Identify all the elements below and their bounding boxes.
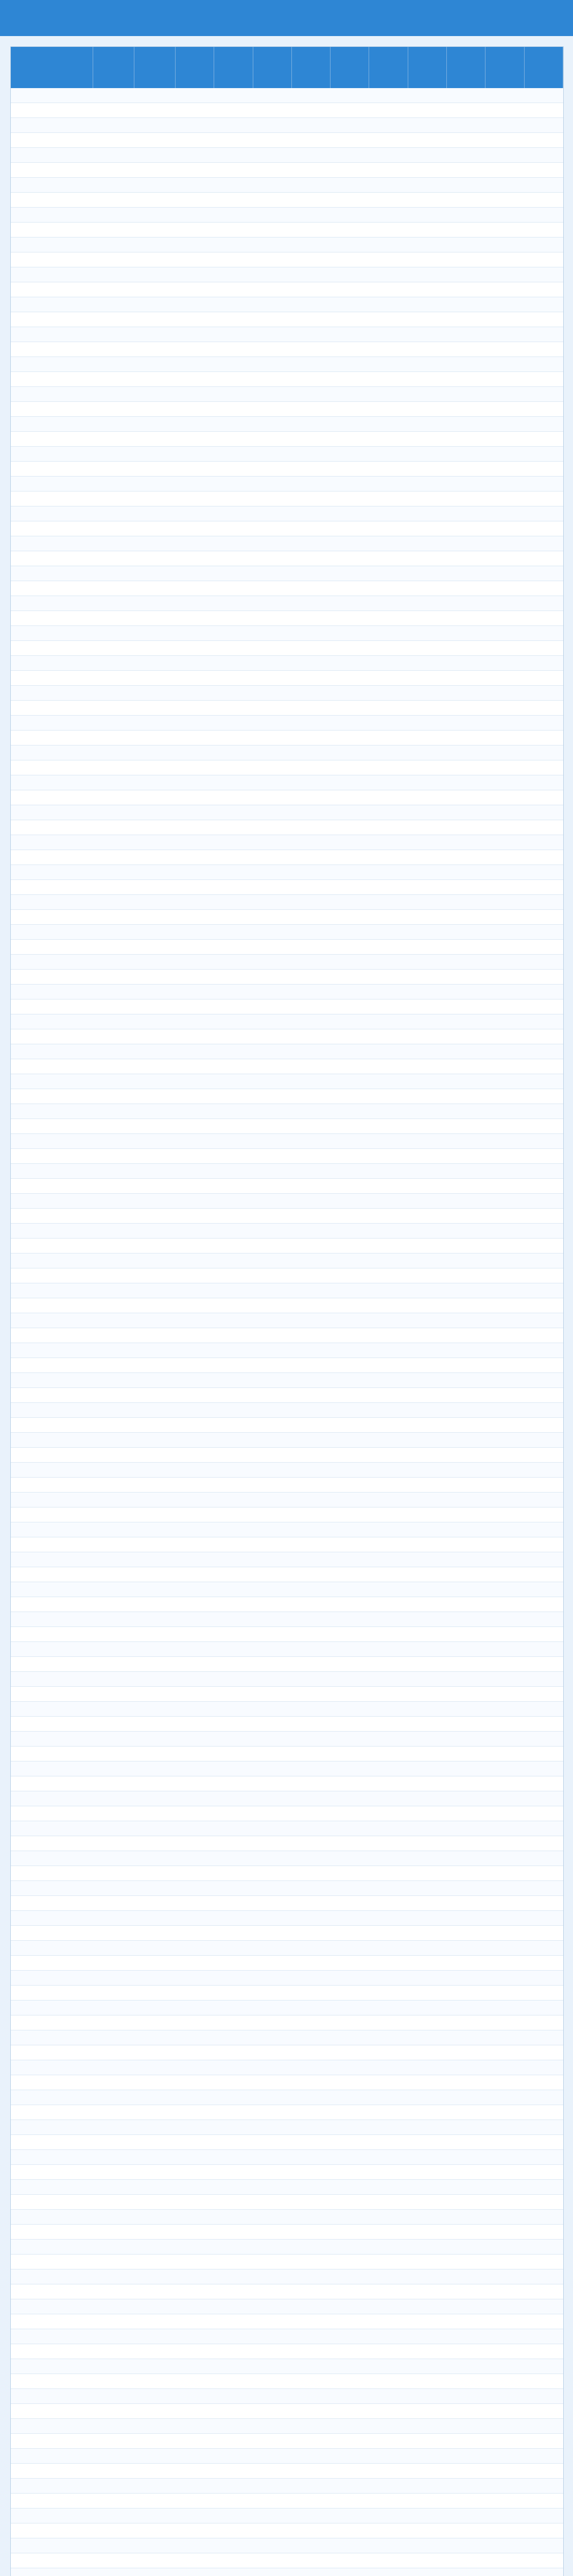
- table-row: [11, 282, 563, 297]
- table-row: [11, 1283, 563, 1298]
- table-row: [11, 357, 563, 372]
- table-row: [11, 1806, 563, 1821]
- table-row: [11, 1373, 563, 1388]
- table-row: [11, 2105, 563, 2120]
- table-row: [11, 1522, 563, 1537]
- table-row: [11, 1821, 563, 1836]
- table-header: [11, 47, 563, 88]
- table-row: [11, 1209, 563, 1224]
- table-row: [11, 1104, 563, 1119]
- table-row: [11, 2299, 563, 2314]
- header-cell-6: [253, 47, 292, 88]
- table-row: [11, 1134, 563, 1149]
- table-row: [11, 999, 563, 1014]
- table-row: [11, 895, 563, 910]
- header-cell-10: [408, 47, 447, 88]
- table-row: [11, 2494, 563, 2509]
- table-row: [11, 2060, 563, 2075]
- table-row: [11, 1552, 563, 1567]
- header-cell-4: [176, 47, 214, 88]
- table-row: [11, 1448, 563, 1463]
- table-row: [11, 1911, 563, 1926]
- table-row: [11, 402, 563, 417]
- table-row: [11, 2165, 563, 2180]
- table-row: [11, 432, 563, 447]
- table-row: [11, 506, 563, 521]
- table-row: [11, 790, 563, 805]
- table-row: [11, 1418, 563, 1433]
- table-row: [11, 1224, 563, 1239]
- table-row: [11, 2135, 563, 2150]
- table-row: [11, 2001, 563, 2015]
- table-row: [11, 1149, 563, 1164]
- table-row: [11, 477, 563, 492]
- header-cell-3: [134, 47, 176, 88]
- table-row: [11, 327, 563, 342]
- table-row: [11, 312, 563, 327]
- table-row: [11, 1029, 563, 1044]
- table-row: [11, 596, 563, 611]
- table-row: [11, 1253, 563, 1268]
- table-row: [11, 1747, 563, 1761]
- table-row: [11, 1328, 563, 1343]
- table-row: [11, 716, 563, 731]
- table-row: [11, 1044, 563, 1059]
- table-row: [11, 2195, 563, 2210]
- table-row: [11, 1493, 563, 1507]
- header-cell-7: [292, 47, 331, 88]
- table-row: [11, 1836, 563, 1851]
- table-row: [11, 2180, 563, 2195]
- table-row: [11, 880, 563, 895]
- table-row: [11, 2419, 563, 2434]
- table-row: [11, 1179, 563, 1194]
- table-row: [11, 1268, 563, 1283]
- schedule-table: [10, 46, 564, 2576]
- table-row: [11, 1074, 563, 1089]
- table-row: [11, 1403, 563, 1418]
- table-row: [11, 1612, 563, 1627]
- table-row: [11, 2509, 563, 2523]
- table-row: [11, 1986, 563, 2001]
- table-row: [11, 193, 563, 208]
- table-row: [11, 970, 563, 985]
- table-row: [11, 775, 563, 790]
- table-row: [11, 2374, 563, 2389]
- table-row: [11, 940, 563, 955]
- header-cell-13: [525, 47, 563, 88]
- table-row: [11, 1164, 563, 1179]
- table-row: [11, 1866, 563, 1881]
- table-row: [11, 2464, 563, 2479]
- table-row: [11, 417, 563, 432]
- table-row: [11, 1313, 563, 1328]
- table-row: [11, 1732, 563, 1747]
- table-row: [11, 1881, 563, 1896]
- table-row: [11, 850, 563, 865]
- table-row: [11, 626, 563, 641]
- table-row: [11, 387, 563, 402]
- table-row: [11, 1298, 563, 1313]
- table-row: [11, 1657, 563, 1672]
- table-row: [11, 118, 563, 133]
- table-row: [11, 1239, 563, 1253]
- table-row: [11, 955, 563, 970]
- table-row: [11, 208, 563, 223]
- table-row: [11, 1059, 563, 1074]
- table-row: [11, 551, 563, 566]
- table-row: [11, 1507, 563, 1522]
- table-row: [11, 252, 563, 267]
- header-cell-9: [369, 47, 408, 88]
- table-row: [11, 2284, 563, 2299]
- table-row: [11, 1956, 563, 1971]
- table-row: [11, 88, 563, 103]
- table-row: [11, 2389, 563, 2404]
- table-row: [11, 2090, 563, 2105]
- table-row: [11, 760, 563, 775]
- table-row: [11, 641, 563, 656]
- table-row: [11, 2120, 563, 2135]
- header-cell-11: [447, 47, 485, 88]
- header-cell-2: [93, 47, 134, 88]
- table-row: [11, 178, 563, 193]
- table-row: [11, 835, 563, 850]
- table-row: [11, 2210, 563, 2225]
- table-row: [11, 1642, 563, 1657]
- table-row: [11, 1941, 563, 1956]
- table-row: [11, 2329, 563, 2344]
- table-row: [11, 2404, 563, 2419]
- table-row: [11, 223, 563, 238]
- table-row: [11, 148, 563, 163]
- table-row: [11, 163, 563, 178]
- table-row: [11, 1478, 563, 1493]
- table-row: [11, 745, 563, 760]
- table-row: [11, 1926, 563, 1941]
- table-row: [11, 1358, 563, 1373]
- table-row: [11, 2479, 563, 2494]
- table-row: [11, 521, 563, 536]
- table-row: [11, 1597, 563, 1612]
- header-cell-5: [214, 47, 253, 88]
- table-row: [11, 492, 563, 506]
- table-row: [11, 2314, 563, 2329]
- table-row: [11, 1851, 563, 1866]
- table-row: [11, 671, 563, 686]
- header-cell-12: [485, 47, 524, 88]
- table-row: [11, 2015, 563, 2030]
- table-row: [11, 1791, 563, 1806]
- table-row: [11, 1776, 563, 1791]
- table-row: [11, 1702, 563, 1717]
- table-row: [11, 297, 563, 312]
- table-body: [11, 88, 563, 2576]
- table-row: [11, 2150, 563, 2165]
- table-row: [11, 1627, 563, 1642]
- table-row: [11, 372, 563, 387]
- table-row: [11, 133, 563, 148]
- table-row: [11, 2359, 563, 2374]
- table-row: [11, 2255, 563, 2269]
- table-row: [11, 1896, 563, 1911]
- table-row: [11, 1194, 563, 1209]
- header-cell-8: [331, 47, 369, 88]
- table-row: [11, 1717, 563, 1732]
- table-row: [11, 103, 563, 118]
- table-row: [11, 1119, 563, 1134]
- table-row: [11, 1463, 563, 1478]
- table-row: [11, 1388, 563, 1403]
- table-row: [11, 536, 563, 551]
- table-row: [11, 1537, 563, 1552]
- table-row: [11, 2075, 563, 2090]
- table-row: [11, 2523, 563, 2538]
- table-row: [11, 2553, 563, 2568]
- table-row: [11, 1014, 563, 1029]
- table-row: [11, 1343, 563, 1358]
- table-row: [11, 656, 563, 671]
- table-row: [11, 731, 563, 745]
- table-row: [11, 447, 563, 462]
- table-row: [11, 1672, 563, 1687]
- table-row: [11, 2434, 563, 2449]
- table-row: [11, 2225, 563, 2240]
- table-row: [11, 342, 563, 357]
- table-row: [11, 1433, 563, 1448]
- table-row: [11, 1567, 563, 1582]
- table-row: [11, 805, 563, 820]
- table-row: [11, 238, 563, 252]
- table-row: [11, 1687, 563, 1702]
- table-row: [11, 2269, 563, 2284]
- table-row: [11, 2344, 563, 2359]
- table-row: [11, 267, 563, 282]
- table-row: [11, 910, 563, 925]
- table-row: [11, 1971, 563, 1986]
- table-row: [11, 2030, 563, 2045]
- table-row: [11, 1582, 563, 1597]
- table-row: [11, 462, 563, 477]
- table-row: [11, 581, 563, 596]
- table-row: [11, 925, 563, 940]
- top-header: [0, 0, 573, 36]
- table-row: [11, 865, 563, 880]
- table-row: [11, 2240, 563, 2255]
- table-row: [11, 2449, 563, 2464]
- table-row: [11, 566, 563, 581]
- header-cell-1: [11, 47, 93, 88]
- table-row: [11, 2045, 563, 2060]
- table-row: [11, 1761, 563, 1776]
- table-row: [11, 2538, 563, 2553]
- table-row: [11, 701, 563, 716]
- table-row: [11, 985, 563, 999]
- table-row: [11, 1089, 563, 1104]
- table-row: [11, 820, 563, 835]
- table-row: [11, 611, 563, 626]
- table-row: [11, 686, 563, 701]
- table-row: [11, 2568, 563, 2576]
